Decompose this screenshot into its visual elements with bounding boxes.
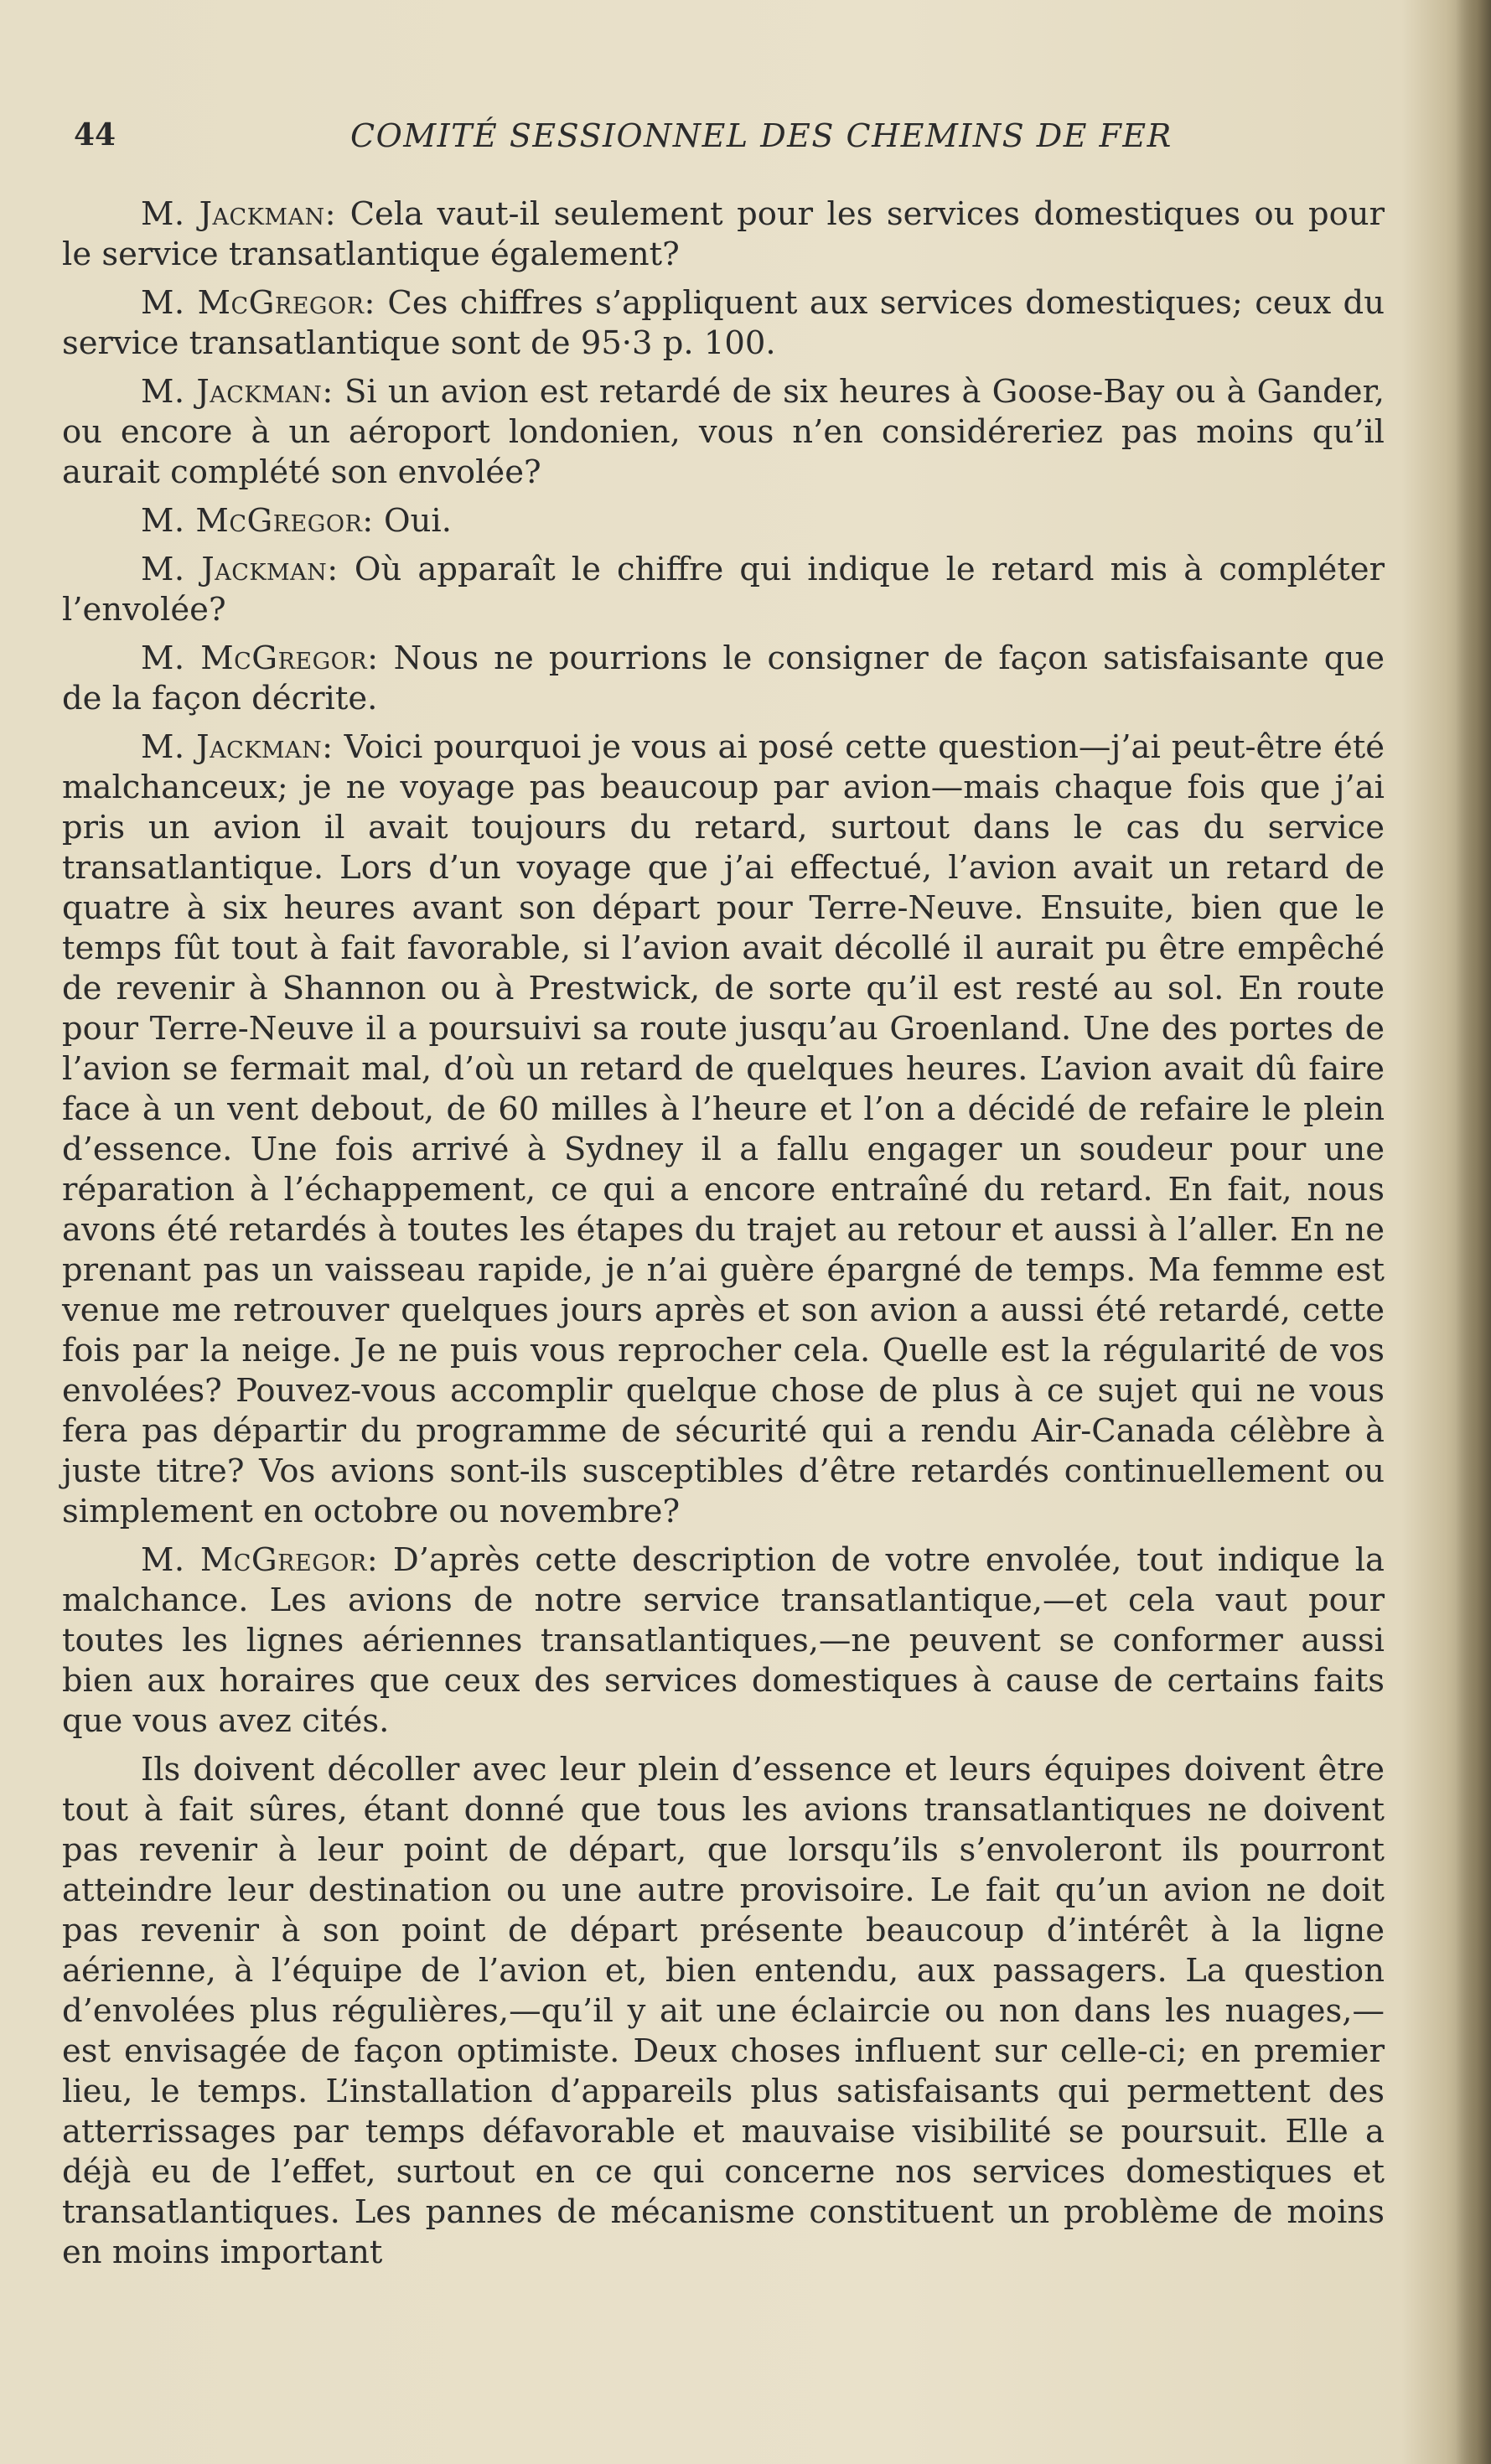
speaker-name: M. Jackman:	[141, 373, 334, 411]
paragraph	[62, 550, 1385, 630]
book-spine-shadow	[1456, 0, 1491, 2464]
paragraph	[62, 727, 1385, 1532]
running-title: COMITÉ SESSIONNEL DES CHEMINS DE FER	[350, 117, 1173, 154]
body-text	[62, 194, 1385, 2281]
paragraph-text: Ces chiffres s’appliquent aux services domestiques; ceux du service transatlantique sont de 95·3 p. 100.	[62, 284, 1385, 362]
paragraph	[62, 194, 1385, 275]
speaker-name: M. McGregor:	[141, 284, 375, 322]
paragraph-text: Oui.	[373, 502, 452, 540]
paragraph-text: D’après cette description de votre envolée, tout indique la malchance. Les avions de notre service transatlantique,—et cela vaut pour toutes les lignes aériennes transatlantiques,—ne peuvent se conformer aussi bien aux horaires que ceux des services domestiques à cause de certains faits que vous avez cités.	[62, 1541, 1385, 1740]
speaker-name: M. McGregor:	[141, 639, 379, 677]
paragraph	[62, 1540, 1385, 1742]
speaker-name: M. Jackman:	[141, 551, 339, 588]
paragraph-text: Nous ne pourrions le consigner de façon satisfaisante que de la façon décrite.	[62, 639, 1385, 717]
paragraph-text: Où apparaît le chiffre qui indique le retard mis à compléter l’envolée?	[62, 551, 1385, 629]
paragraph-text: Si un avion est retardé de six heures à Goose-Bay ou à Gander, ou encore à un aéroport londonien, vous n’en considéreriez pas moins qu’il aurait complété son envolée?	[62, 373, 1385, 491]
speaker-name: M. McGregor:	[141, 1541, 379, 1579]
paragraph	[62, 639, 1385, 719]
paragraph	[62, 1750, 1385, 2273]
paragraph-text: Voici pourquoi je vous ai posé cette question—j’ai peut-être été malchanceux; je ne voyage pas beaucoup par avion—mais chaque fois que j’ai pris un avion il avait toujours du retard, surtout dans le cas du service transatlantique. Lors d’un voyage que j’ai effectué, l’avion avait un retard de quatre à six heures avant son départ pour Terre-Neuve. Ensuite, bien que le temps fût tout à fait favorable, si l’avion avait décollé il aurait pu être empêché de revenir à Shannon ou à Prestwick, de sorte qu’il est resté au sol. En route pour Terre-Neuve il a poursuivi sa route jusqu’au Groenland. Une des portes de l’avion se fermait mal, d’où un retard de quelques heures. L’avion avait dû faire face à un vent debout, de 60 milles à l’heure et l’on a décidé de refaire le plein d’essence. Une fois arrivé à Sydney il a fallu engager un soudeur pour une réparation à l’échappement, ce qui a encore entraîné du retard. En fait, nous avons été retardés à toutes les étapes du trajet au retour et aussi à l’aller. En ne prenant pas un vaisseau rapide, je n’ai guère épargné de temps. Ma femme est venue me retrouver quelques jours après et son avion a aussi été retardé, cette fois par la neige. Je ne puis vous reprocher cela. Quelle est la régularité de vos envolées? Pouvez-vous accomplir quelque chose de plus à ce sujet qui ne vous fera pas départir du programme de sécurité qui a rendu Air-Canada célèbre à juste titre? Vos avions sont-ils susceptibles d’être retardés continuellement ou simplement en octobre ou novembre?	[62, 728, 1385, 1530]
paragraph	[62, 501, 1385, 541]
paragraph-text: Ils doivent décoller avec leur plein d’essence et leurs équipes doivent être tout à fait sûres, étant donné que tous les avions transatlantiques ne doivent pas revenir à leur point de départ, que lorsqu’ils s’envoleront ils pourront atteindre leur destination ou une autre provisoire. Le fait qu’un avion ne doit pas revenir à son point de départ présente beaucoup d’intérêt à la ligne aérienne, à l’équipe de l’avion et, bien entendu, aux passagers. La question d’envolées plus régulières,—qu’il y ait une éclaircie ou non dans les nuages,—est envisagée de façon optimiste. Deux choses influent sur celle-ci; en premier lieu, le temps. L’installation d’appareils plus satisfaisants qui permettent des atterrissages par temps défavorable et mauvaise visibilité se poursuit. Elle a déjà eu de l’effet, surtout en ce qui concerne nos services domestiques et transatlantiques. Les pannes de mécanisme constituent un problème de moins en moins important	[62, 1751, 1385, 2271]
paragraph	[62, 372, 1385, 493]
page-number: 44	[74, 117, 116, 153]
paragraph-text: Cela vaut-il seulement pour les services domestiques ou pour le service transatlantique également?	[62, 195, 1385, 273]
speaker-name: M. Jackman:	[141, 195, 337, 233]
speaker-name: M. McGregor:	[141, 502, 374, 540]
speaker-name: M. Jackman:	[141, 728, 334, 766]
page-header	[65, 117, 1390, 159]
paragraph	[62, 283, 1385, 364]
